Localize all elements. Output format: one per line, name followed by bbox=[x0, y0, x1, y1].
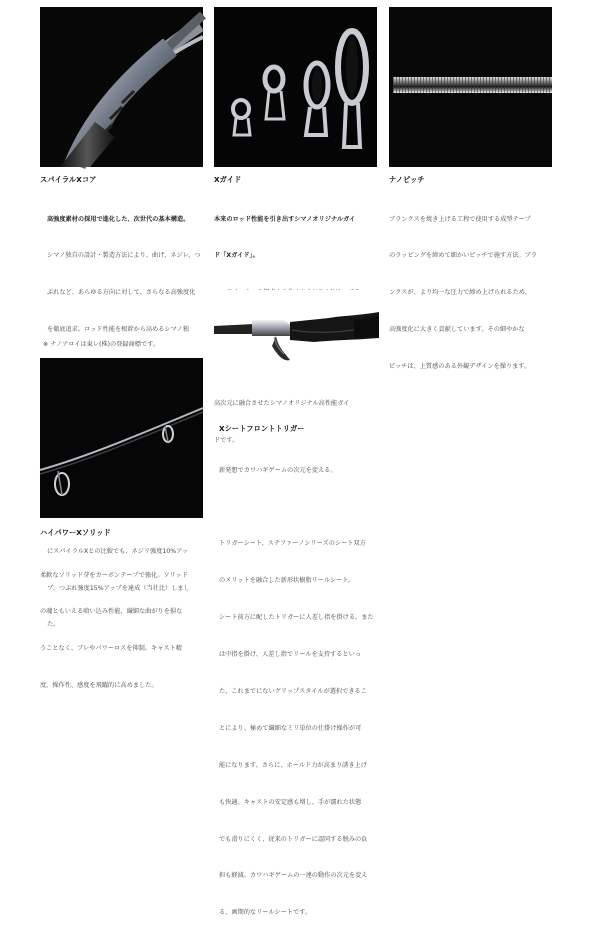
x-seat-front-trigger-title: Xシートフロントトリガー bbox=[219, 424, 305, 433]
text-line: た。 bbox=[47, 621, 60, 629]
text-line: 柔軟なソリッド芽をカーボンテープで強化。ソリッド bbox=[40, 571, 188, 579]
text-line: シマノ独自の設計・製造方法により、曲げ、ネジレ、つ bbox=[47, 252, 201, 260]
text-line: は中指を掛け、人差し指でリールを支持するといっ bbox=[219, 651, 361, 659]
text-line: でも滑りにくく、従来のトリガーに認同する脱みの負 bbox=[219, 835, 368, 843]
x-seat-front-trigger-photo bbox=[214, 290, 379, 395]
text-line: のメリットを融合した新形状樹脂リールシート。 bbox=[219, 577, 355, 585]
text-line: うことなく、ブレやパワーロスを抑制。キャスト精 bbox=[40, 645, 182, 653]
text-line: 高次元に融合させたシマノオリジナル高性能ガイ bbox=[214, 400, 350, 408]
nano-pitch-description bbox=[389, 189, 537, 386]
spiral-x-core-photo bbox=[40, 7, 203, 167]
text-line: 担も軽減。カワハギゲームの一連の動作の次元を変え bbox=[219, 872, 368, 880]
hi-power-x-solid-title: ハイパワーXソリッド bbox=[40, 528, 111, 537]
text-line: ド「Xガイド」。 bbox=[214, 252, 259, 260]
trademark-note: ※ ナノアロイは東レ(株)の登録商標です。 bbox=[43, 341, 160, 348]
text-line: 高強度化に大きく貢献しています。その細やかな bbox=[389, 326, 525, 334]
x-seat-front-trigger-description bbox=[219, 440, 374, 932]
text-line: た、これまでにないグリップスタイルが選択できるこ bbox=[219, 687, 367, 695]
text-line: にスパイラルXとの比較でも、ネジリ強度10%アッ bbox=[47, 547, 189, 555]
hi-power-x-solid-photo bbox=[40, 358, 203, 518]
text-line bbox=[219, 501, 374, 513]
text-line: シート前方に配したトリガーに人差し指を掛ける。また bbox=[219, 614, 374, 622]
text-line: ンクスが、より均一な圧力で締め上げられるため、 bbox=[389, 289, 531, 297]
text-line: も快適。キャストの安定感も増し、手が濡れた状態 bbox=[219, 798, 362, 806]
x-guide-photo bbox=[214, 7, 377, 167]
text-line: 高強度素材の採用で進化した、次世代の基本構造。 bbox=[47, 215, 190, 223]
text-line: ドです。 bbox=[214, 436, 239, 444]
text-line: ブランクスを焼き上げる工程で使用する成型テープ bbox=[389, 215, 531, 223]
text-line: ぶれなど、あらゆる方向に対して、さらなる高強度化 bbox=[47, 289, 196, 297]
text-line: 能になります。さらに、ホールド力が高まり誘き上げ bbox=[219, 761, 367, 769]
text-line: とにより、極めて繊細なミリ単位の仕掛け操作が可 bbox=[219, 724, 362, 732]
text-line: 本来のロッド性能を引き出すシマノオリジナルガイ bbox=[214, 215, 356, 223]
spiral-x-core-title: スパイラルXコア bbox=[40, 175, 97, 184]
text-line: トリガーシート、ステファーノシリーズのシート双方 bbox=[219, 540, 366, 548]
text-line: を徹底追求。ロッド性能を根幹から高めるシマノ独 bbox=[47, 326, 190, 334]
nano-pitch-photo bbox=[389, 7, 552, 167]
text-line: 度、操作性、感度を飛躍的に高めました。 bbox=[40, 682, 158, 690]
text-line: 新発想でカワハギゲームの次元を変える。 bbox=[219, 466, 337, 474]
text-line: のラッピングを締めて細かいピッチで施す方法。ブラ bbox=[389, 252, 538, 260]
nano-pitch-title: ナノピッチ bbox=[389, 175, 425, 184]
text-line: る、画期的なリールシートです。 bbox=[219, 909, 312, 917]
text-line: プ、つぶれ強度15%アップを達成（当社比）しまし bbox=[47, 584, 190, 592]
hi-power-x-solid-description bbox=[40, 545, 188, 705]
text-line: ピッチは、上質感のある外観デザインを操ります。 bbox=[389, 363, 531, 371]
text-line: の魂ともいえる喰い込み性能、繊細な曲がりを損な bbox=[40, 608, 183, 616]
x-guide-title: Xガイド bbox=[214, 175, 242, 184]
